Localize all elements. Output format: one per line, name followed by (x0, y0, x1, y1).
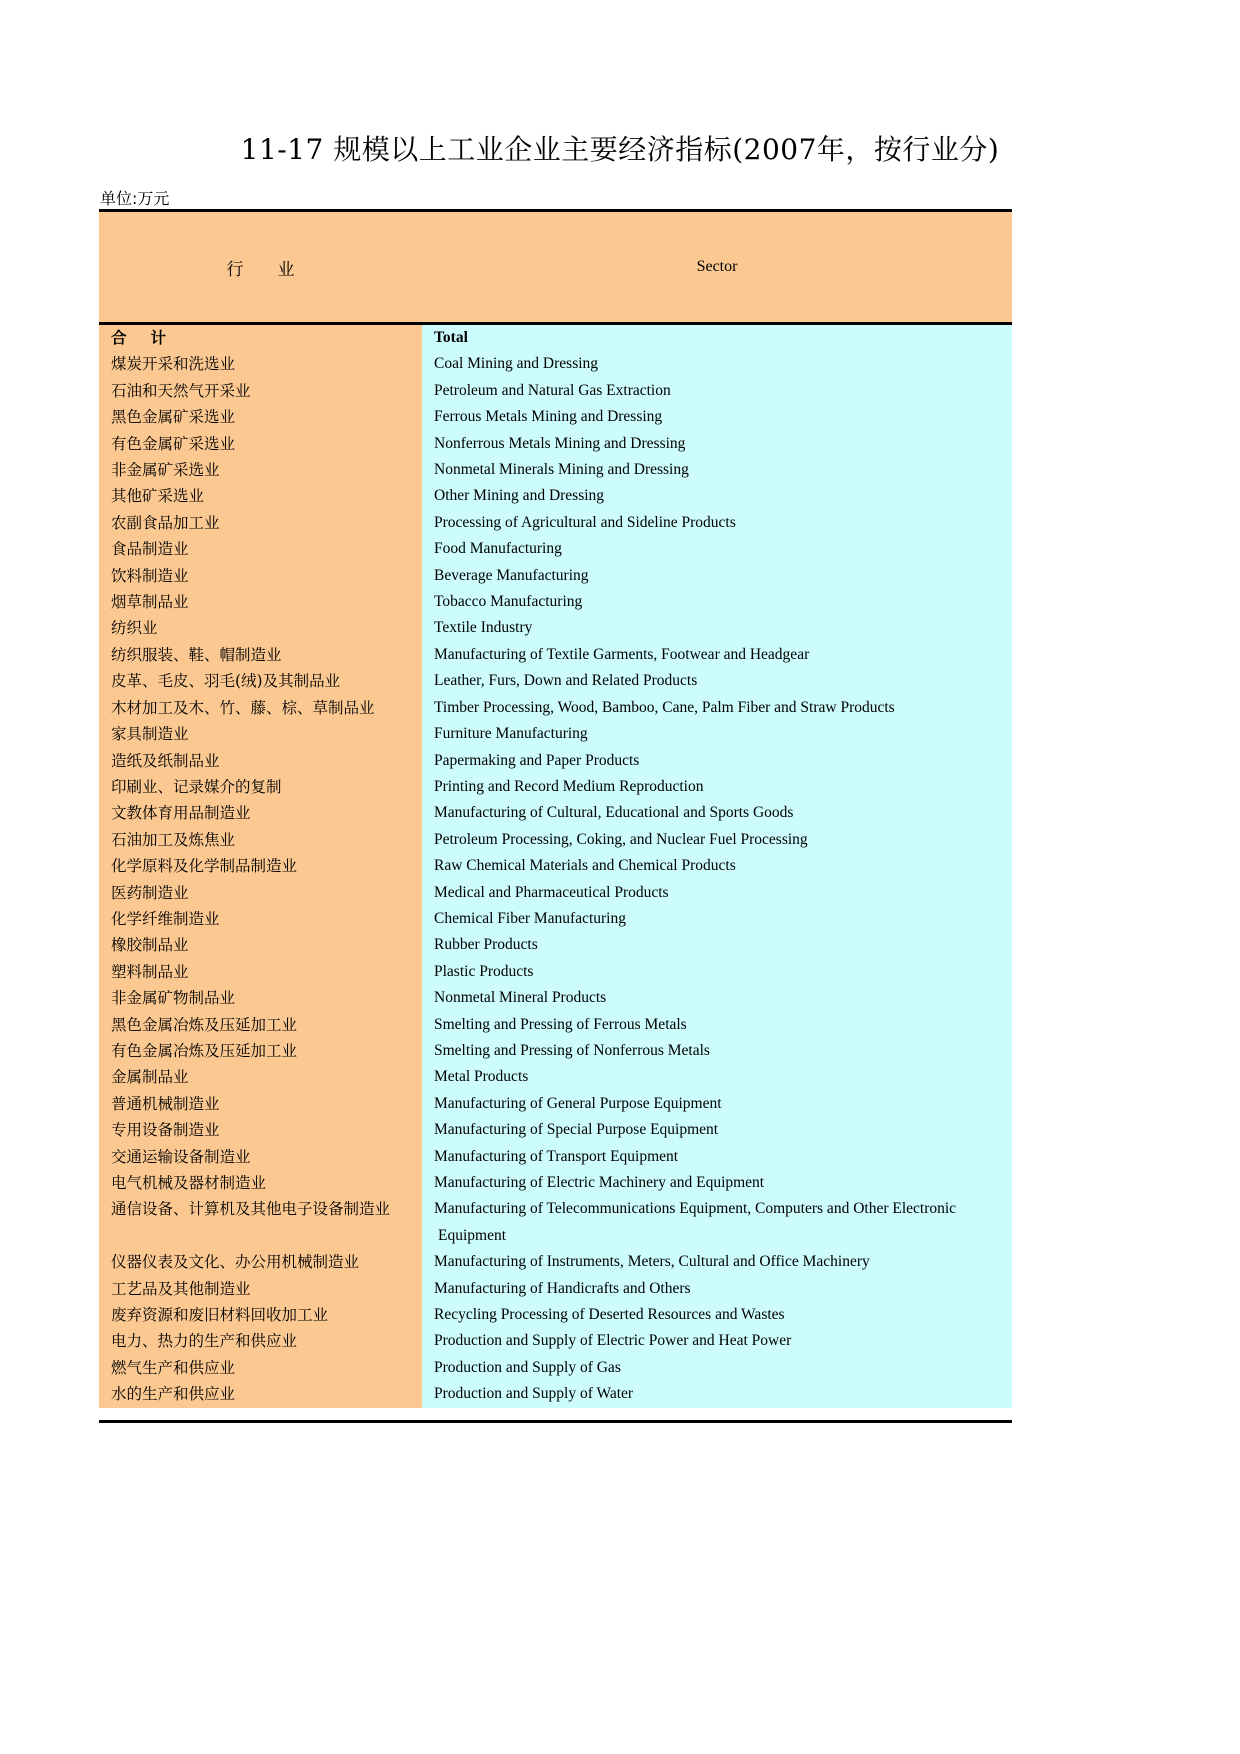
sector-name-cn: 农副食品加工业 (99, 510, 422, 536)
sector-name-en: Total (422, 324, 1012, 352)
table-row (99, 695, 1012, 721)
column-header-industry-cn (99, 211, 422, 324)
table-row (99, 1117, 1012, 1143)
table-row (99, 1381, 1012, 1407)
table-row (99, 1170, 1012, 1196)
sector-name-en: Food Manufacturing (422, 536, 1012, 562)
sector-name-cn: 橡胶制品业 (99, 932, 422, 958)
sector-name-en: Nonmetal Minerals Mining and Dressing (422, 457, 1012, 483)
sector-name-en: Raw Chemical Materials and Chemical Products (422, 853, 1012, 879)
sector-name-en: Petroleum and Natural Gas Extraction (422, 378, 1012, 404)
sector-table-wrapper (99, 209, 1012, 1408)
sector-name-en: Furniture Manufacturing (422, 721, 1012, 747)
sector-name-en: Other Mining and Dressing (422, 483, 1012, 509)
sector-name-en: Petroleum Processing, Coking, and Nuclear Fuel Processing (422, 827, 1012, 853)
sector-name-en: Processing of Agricultural and Sideline Products (422, 510, 1012, 536)
sector-name-en: Production and Supply of Water (422, 1381, 1012, 1407)
table-row (99, 1144, 1012, 1170)
table-row (99, 1012, 1012, 1038)
sector-name-en: Production and Supply of Electric Power and Heat Power (422, 1328, 1012, 1354)
sector-name-en: Manufacturing of Textile Garments, Footwear and Headgear (422, 642, 1012, 668)
table-row (99, 483, 1012, 509)
sector-name-cn: 石油和天然气开采业 (99, 378, 422, 404)
table-row (99, 563, 1012, 589)
sector-name-en (422, 1196, 1012, 1249)
table-row (99, 827, 1012, 853)
sector-name-cn: 金属制品业 (99, 1064, 422, 1090)
sector-name-en: Manufacturing of Electric Machinery and Equipment (422, 1170, 1012, 1196)
table-row (99, 668, 1012, 694)
sector-name-en: Timber Processing, Wood, Bamboo, Cane, Palm Fiber and Straw Products (422, 695, 1012, 721)
sector-name-en: Nonferrous Metals Mining and Dressing (422, 431, 1012, 457)
sector-name-cn: 黑色金属冶炼及压延加工业 (99, 1012, 422, 1038)
column-header-industry-cn-char2: 业 (277, 259, 295, 280)
sector-name-cn: 化学原料及化学制品制造业 (99, 853, 422, 879)
sector-table (99, 209, 1012, 1408)
sector-name-cn: 工艺品及其他制造业 (99, 1276, 422, 1302)
sector-name-en: Production and Supply of Gas (422, 1355, 1012, 1381)
sector-name-cn: 石油加工及炼焦业 (99, 827, 422, 853)
table-row (99, 431, 1012, 457)
unit-note: 单位:万元 (100, 189, 170, 208)
sector-name-en: Beverage Manufacturing (422, 563, 1012, 589)
sector-name-cn: 皮革、毛皮、羽毛(绒)及其制品业 (99, 668, 422, 694)
table-row (99, 985, 1012, 1011)
sector-name-cn: 水的生产和供应业 (99, 1381, 422, 1407)
table-row (99, 536, 1012, 562)
table-bottom-rule (99, 1420, 1012, 1423)
sector-name-cn: 燃气生产和供应业 (99, 1355, 422, 1381)
table-row (99, 1038, 1012, 1064)
sector-name-cn: 电力、热力的生产和供应业 (99, 1328, 422, 1354)
table-row (99, 853, 1012, 879)
sector-name-en: Plastic Products (422, 959, 1012, 985)
sector-name-en: Metal Products (422, 1064, 1012, 1090)
sector-name-cn: 家具制造业 (99, 721, 422, 747)
table-row (99, 378, 1012, 404)
sector-name-en: Coal Mining and Dressing (422, 351, 1012, 377)
table-row (99, 932, 1012, 958)
sector-name-cn: 专用设备制造业 (99, 1117, 422, 1143)
sector-name-cn: 烟草制品业 (99, 589, 422, 615)
sector-name-cn: 黑色金属矿采选业 (99, 404, 422, 430)
sector-name-cn: 塑料制品业 (99, 959, 422, 985)
table-row (99, 748, 1012, 774)
table-row (99, 404, 1012, 430)
sector-name-en: Manufacturing of General Purpose Equipment (422, 1091, 1012, 1117)
sector-name-cn: 电气机械及器材制造业 (99, 1170, 422, 1196)
table-row (99, 457, 1012, 483)
sector-name-cn: 普通机械制造业 (99, 1091, 422, 1117)
table-row (99, 1196, 1012, 1249)
table-row (99, 774, 1012, 800)
sector-name-cn: 食品制造业 (99, 536, 422, 562)
sector-name-en: Textile Industry (422, 615, 1012, 641)
table-row (99, 1302, 1012, 1328)
table-row (99, 1355, 1012, 1381)
sector-name-cn: 造纸及纸制品业 (99, 748, 422, 774)
sector-name-cn: 饮料制造业 (99, 563, 422, 589)
sector-name-cn: 通信设备、计算机及其他电子设备制造业 (99, 1196, 422, 1249)
table-row (99, 510, 1012, 536)
sector-name-cn: 印刷业、记录媒介的复制 (99, 774, 422, 800)
table-header-row (99, 211, 1012, 324)
table-row (99, 642, 1012, 668)
table-row (99, 324, 1012, 352)
sector-name-cn (99, 324, 422, 352)
sector-name-en: Medical and Pharmaceutical Products (422, 880, 1012, 906)
sector-name-cn: 仪器仪表及文化、办公用机械制造业 (99, 1249, 422, 1275)
sector-name-cn: 有色金属冶炼及压延加工业 (99, 1038, 422, 1064)
column-header-industry-cn-char1: 行 (226, 259, 244, 280)
sector-name-cn: 非金属矿物制品业 (99, 985, 422, 1011)
sector-name-cn: 化学纤维制造业 (99, 906, 422, 932)
sector-name-cn: 医药制造业 (99, 880, 422, 906)
sector-name-cn: 煤炭开采和洗选业 (99, 351, 422, 377)
table-body (99, 324, 1012, 1408)
sector-name-en: Printing and Record Medium Reproduction (422, 774, 1012, 800)
sector-name-en-line2: Equipment (438, 1226, 507, 1244)
sector-name-en: Manufacturing of Instruments, Meters, Cultural and Office Machinery (422, 1249, 1012, 1275)
sector-name-en-line1: Manufacturing of Telecommunications Equipment, Computers and Other Electronic (434, 1200, 957, 1218)
sector-name-en: Chemical Fiber Manufacturing (422, 906, 1012, 932)
sector-name-en: Papermaking and Paper Products (422, 748, 1012, 774)
sector-name-en: Tobacco Manufacturing (422, 589, 1012, 615)
table-row (99, 1276, 1012, 1302)
table-row (99, 1064, 1012, 1090)
table-row (99, 880, 1012, 906)
table-row (99, 906, 1012, 932)
sector-name-cn: 木材加工及木、竹、藤、棕、草制品业 (99, 695, 422, 721)
table-row (99, 959, 1012, 985)
table-row (99, 800, 1012, 826)
page-title: 11-17 规模以上工业企业主要经济指标(2007年，按行业分) (240, 133, 1000, 166)
sector-name-cn-part2: 计 (150, 328, 167, 347)
sector-name-en: Smelting and Pressing of Ferrous Metals (422, 1012, 1012, 1038)
sector-name-cn-part1: 合 (111, 328, 127, 347)
sector-name-en: Ferrous Metals Mining and Dressing (422, 404, 1012, 430)
sector-name-cn: 纺织业 (99, 615, 422, 641)
sector-name-en: Manufacturing of Special Purpose Equipment (422, 1117, 1012, 1143)
sector-name-en: Leather, Furs, Down and Related Products (422, 668, 1012, 694)
sector-name-en: Manufacturing of Handicrafts and Others (422, 1276, 1012, 1302)
sector-name-en: Recycling Processing of Deserted Resources and Wastes (422, 1302, 1012, 1328)
table-row (99, 589, 1012, 615)
sector-name-cn: 非金属矿采选业 (99, 457, 422, 483)
sector-name-cn: 其他矿采选业 (99, 483, 422, 509)
table-row (99, 351, 1012, 377)
table-row (99, 1091, 1012, 1117)
table-row (99, 1249, 1012, 1275)
sector-name-en: Smelting and Pressing of Nonferrous Metals (422, 1038, 1012, 1064)
table-header (99, 211, 1012, 324)
table-row (99, 721, 1012, 747)
table-row (99, 1328, 1012, 1354)
column-header-sector-en: Sector (422, 211, 1012, 324)
table-row (99, 615, 1012, 641)
sector-name-cn: 有色金属矿采选业 (99, 431, 422, 457)
sector-name-en: Manufacturing of Transport Equipment (422, 1144, 1012, 1170)
sector-name-cn: 废弃资源和废旧材料回收加工业 (99, 1302, 422, 1328)
sector-name-en: Manufacturing of Cultural, Educational and Sports Goods (422, 800, 1012, 826)
sector-name-cn: 纺织服装、鞋、帽制造业 (99, 642, 422, 668)
sector-name-en: Nonmetal Mineral Products (422, 985, 1012, 1011)
sector-name-en: Rubber Products (422, 932, 1012, 958)
sector-name-cn: 文教体育用品制造业 (99, 800, 422, 826)
sector-name-cn: 交通运输设备制造业 (99, 1144, 422, 1170)
